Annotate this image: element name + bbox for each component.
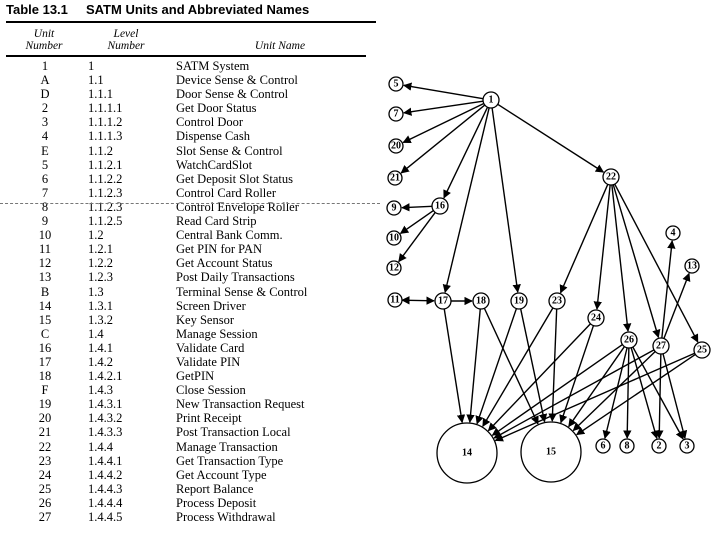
level-number-cell: 1.4.2 xyxy=(88,354,113,369)
level-number-cell: 1.1 xyxy=(88,73,104,88)
edge-27-to-3 xyxy=(663,354,685,439)
level-number-cell: 1.4 xyxy=(88,326,104,341)
unit-name-cell: Get Account Status xyxy=(176,256,273,271)
unit-number-cell: D xyxy=(40,87,50,102)
node-10 xyxy=(387,231,401,245)
table-row xyxy=(0,468,380,482)
header-unit-number xyxy=(14,28,74,52)
table-row xyxy=(0,228,380,242)
level-number-cell: 1.1.1.3 xyxy=(88,129,123,144)
node-20 xyxy=(389,139,403,153)
node-14 xyxy=(437,423,497,483)
unit-name-cell: Process Deposit xyxy=(176,495,257,510)
table-row xyxy=(0,397,380,411)
level-number-cell: 1.4.3 xyxy=(88,383,113,398)
node-label: 12 xyxy=(389,262,399,274)
node-19 xyxy=(511,293,527,309)
header-unit-number-text: Unit Number xyxy=(25,28,63,52)
level-number-cell: 1.4.4.4 xyxy=(88,495,123,510)
edge-1-to-7 xyxy=(404,101,483,113)
node-9 xyxy=(387,201,401,215)
node-label: 3 xyxy=(684,440,690,452)
level-number-cell: 1.4.4.1 xyxy=(88,453,123,468)
node-label: 21 xyxy=(390,172,400,184)
node-27 xyxy=(653,338,669,354)
unit-number-cell: 20 xyxy=(38,411,52,426)
edge-1-to-20 xyxy=(403,103,484,142)
edge-19-to-15 xyxy=(521,309,545,422)
node-label: 18 xyxy=(476,295,486,307)
node-25 xyxy=(694,342,710,358)
node-2 xyxy=(652,439,666,453)
unit-name-cell: Dispense Cash xyxy=(176,129,250,144)
header-unit-name-text: Unit Name xyxy=(254,40,306,52)
level-number-cell: 1.4.4.5 xyxy=(88,510,123,524)
node-label: 11 xyxy=(390,294,400,306)
edge-1-to-22 xyxy=(498,104,604,172)
header-level-number xyxy=(96,28,156,52)
node-26 xyxy=(621,332,637,348)
node-23 xyxy=(549,293,565,309)
unit-name-cell: Manage Transaction xyxy=(176,439,278,454)
unit-name-cell: Close Session xyxy=(176,383,246,398)
node-label: 15 xyxy=(546,446,556,458)
edge-1-to-17 xyxy=(445,108,489,292)
node-22 xyxy=(603,169,619,185)
table-row xyxy=(0,355,380,369)
table-row xyxy=(0,214,380,228)
unit-name-cell: Central Bank Comm. xyxy=(176,228,283,243)
header-level-number-text: Level Number xyxy=(107,28,145,52)
unit-name-cell: Terminal Sense & Control xyxy=(176,284,308,299)
unit-name-cell: Print Receipt xyxy=(176,411,242,426)
table-row xyxy=(0,270,380,284)
unit-number-cell: 22 xyxy=(38,439,52,454)
table-row xyxy=(0,299,380,313)
unit-name-cell: Manage Session xyxy=(176,326,258,341)
node-6 xyxy=(596,439,610,453)
level-number-cell: 1.4.1 xyxy=(88,340,113,355)
level-number-cell: 1.1.1 xyxy=(88,87,113,102)
unit-name-cell: Device Sense & Control xyxy=(176,73,298,88)
unit-name-cell: Get Transaction Type xyxy=(176,453,284,468)
node-13 xyxy=(685,259,699,273)
node-label: 10 xyxy=(389,232,399,244)
level-number-cell: 1.4.3.2 xyxy=(88,411,123,426)
unit-number-cell: 5 xyxy=(41,157,49,172)
unit-name-cell: Process Withdrawal xyxy=(176,510,276,524)
unit-name-cell: New Transaction Request xyxy=(176,397,305,412)
edge-16-to-12 xyxy=(399,212,435,261)
edge-11-to-17 xyxy=(402,300,434,301)
unit-number-cell: 18 xyxy=(38,369,52,384)
edge-17-to-14 xyxy=(444,309,462,422)
call-graph-diagram xyxy=(380,60,715,490)
table-row xyxy=(0,101,380,115)
unit-number-cell: 27 xyxy=(38,510,52,524)
node-18 xyxy=(473,293,489,309)
unit-name-cell: Validate Card xyxy=(176,340,245,355)
node-label: 22 xyxy=(606,171,616,183)
unit-number-cell: 11 xyxy=(38,242,52,257)
unit-number-cell: 17 xyxy=(38,354,52,369)
unit-number-cell: 16 xyxy=(38,340,52,355)
table-row xyxy=(0,510,380,524)
unit-name-cell: Get PIN for PAN xyxy=(176,242,262,257)
node-1 xyxy=(483,92,499,108)
unit-number-cell: 25 xyxy=(38,481,52,496)
table-title: Table 13.1 SATM Units and Abbreviated Names xyxy=(6,2,310,17)
unit-number-cell: 6 xyxy=(41,171,49,186)
unit-number-cell: A xyxy=(40,73,50,88)
edge-18-to-14 xyxy=(470,309,480,422)
node-5 xyxy=(389,77,403,91)
edge-26-to-15 xyxy=(569,347,625,427)
unit-number-cell: F xyxy=(41,383,49,398)
level-number-cell: 1.2.3 xyxy=(88,270,113,285)
unit-name-cell: GetPIN xyxy=(176,369,215,384)
node-3 xyxy=(680,439,694,453)
table-row xyxy=(0,496,380,510)
table-row xyxy=(0,454,380,468)
unit-number-cell: 2 xyxy=(41,101,49,116)
unit-number-cell: 23 xyxy=(38,453,52,468)
edge-27-to-14 xyxy=(494,350,654,438)
node-21 xyxy=(388,171,402,185)
unit-number-cell: 21 xyxy=(38,425,52,440)
table-body xyxy=(0,59,380,524)
unit-number-cell: 14 xyxy=(38,298,52,313)
node-4 xyxy=(666,226,680,240)
node-label: 6 xyxy=(600,440,606,452)
unit-name-cell: Post Daily Transactions xyxy=(176,270,295,285)
edge-16-to-9 xyxy=(402,206,432,207)
unit-name-cell: Read Card Strip xyxy=(176,214,257,229)
level-number-cell: 1.4.4.2 xyxy=(88,467,123,482)
node-11 xyxy=(388,293,402,307)
table-row xyxy=(0,411,380,425)
edge-26-to-8 xyxy=(627,348,629,438)
level-number-cell: 1.1.2.5 xyxy=(88,214,123,229)
unit-number-cell: 10 xyxy=(38,228,52,243)
node-label: 23 xyxy=(552,295,562,307)
unit-number-cell: 7 xyxy=(41,185,49,200)
node-8 xyxy=(620,439,634,453)
unit-number-cell: 3 xyxy=(41,115,49,130)
table-row xyxy=(0,313,380,327)
table-row xyxy=(0,256,380,270)
unit-name-cell: Control Envelope Roller xyxy=(176,199,299,214)
header-rule xyxy=(6,55,366,57)
title-rule xyxy=(6,21,376,23)
node-label: 7 xyxy=(393,108,399,120)
level-number-cell: 1.1.2.3 xyxy=(88,199,123,214)
node-7 xyxy=(389,107,403,121)
table-row xyxy=(0,327,380,341)
table-row xyxy=(0,59,380,73)
node-label: 24 xyxy=(591,312,601,324)
edge-27-to-2 xyxy=(659,354,661,438)
unit-number-cell: 15 xyxy=(38,312,52,327)
node-label: 17 xyxy=(438,295,448,307)
node-label: 5 xyxy=(393,78,399,90)
node-label: 2 xyxy=(656,440,662,452)
table-row xyxy=(0,87,380,101)
page-tear-line xyxy=(0,203,380,205)
unit-number-cell: 24 xyxy=(38,467,52,482)
unit-name-cell: Control Card Roller xyxy=(176,185,276,200)
node-label: 27 xyxy=(656,340,666,352)
node-16 xyxy=(432,198,448,214)
node-label: 19 xyxy=(514,295,524,307)
node-15 xyxy=(521,422,581,482)
level-number-cell: 1 xyxy=(88,59,95,73)
level-number-cell: 1.4.4 xyxy=(88,439,113,454)
unit-number-cell: E xyxy=(41,143,49,158)
edge-1-to-19 xyxy=(492,108,518,292)
table-row xyxy=(0,186,380,200)
level-number-cell: 1.3.2 xyxy=(88,312,113,327)
table-row xyxy=(0,482,380,496)
table-row xyxy=(0,369,380,383)
table-row xyxy=(0,129,380,143)
node-12 xyxy=(387,261,401,275)
unit-number-cell: 9 xyxy=(41,214,49,229)
edge-1-to-5 xyxy=(404,85,483,98)
edge-24-to-15 xyxy=(561,326,594,423)
table-row xyxy=(0,285,380,299)
header-unit-name xyxy=(220,40,340,52)
node-label: 8 xyxy=(624,440,630,452)
node-label: 20 xyxy=(391,140,401,152)
unit-number-cell: 26 xyxy=(38,495,52,510)
node-label: 13 xyxy=(687,260,697,272)
table-row xyxy=(0,158,380,172)
level-number-cell: 1.1.2 xyxy=(88,143,113,158)
level-number-cell: 1.2.2 xyxy=(88,256,113,271)
level-number-cell: 1.4.2.1 xyxy=(88,369,123,384)
table-row xyxy=(0,383,380,397)
level-number-cell: 1.4.4.3 xyxy=(88,481,123,496)
level-number-cell: 1.1.1.1 xyxy=(88,101,123,116)
level-number-cell: 1.1.2.2 xyxy=(88,171,123,186)
unit-number-cell: 13 xyxy=(38,270,52,285)
table-row xyxy=(0,144,380,158)
node-label: 1 xyxy=(488,94,494,106)
table-row xyxy=(0,242,380,256)
table-row xyxy=(0,172,380,186)
level-number-cell: 1.3.1 xyxy=(88,298,113,313)
level-number-cell: 1.1.2.1 xyxy=(88,157,123,172)
unit-name-cell: SATM System xyxy=(176,59,250,73)
edge-26-to-2 xyxy=(631,348,657,439)
node-17 xyxy=(435,293,451,309)
unit-number-cell: 1 xyxy=(41,59,49,73)
node-label: 25 xyxy=(697,344,707,356)
unit-name-cell: Post Transaction Local xyxy=(176,425,291,440)
unit-name-cell: Get Account Type xyxy=(176,467,267,482)
node-label: 26 xyxy=(624,334,634,346)
node-label: 16 xyxy=(435,200,445,212)
edge-26-to-6 xyxy=(605,348,627,438)
level-number-cell: 1.4.3.1 xyxy=(88,397,123,412)
unit-number-cell: C xyxy=(40,326,50,341)
unit-name-cell: WatchCardSlot xyxy=(176,157,253,172)
unit-name-cell: Key Sensor xyxy=(176,312,234,327)
unit-number-cell: 8 xyxy=(41,199,49,214)
node-24 xyxy=(588,310,604,326)
unit-number-cell: 19 xyxy=(38,397,52,412)
level-number-cell: 1.4.3.3 xyxy=(88,425,123,440)
level-number-cell: 1.3 xyxy=(88,284,104,299)
unit-name-cell: Validate PIN xyxy=(176,354,241,369)
table-row xyxy=(0,341,380,355)
node-label: 4 xyxy=(670,227,676,239)
unit-number-cell: 4 xyxy=(41,129,49,144)
unit-name-cell: Report Balance xyxy=(176,481,254,496)
node-label: 9 xyxy=(391,202,397,214)
unit-name-cell: Get Deposit Slot Status xyxy=(176,171,294,186)
unit-name-cell: Slot Sense & Control xyxy=(176,143,283,158)
unit-name-cell: Screen Driver xyxy=(176,298,246,313)
node-label: 14 xyxy=(462,447,472,459)
level-number-cell: 1.2.1 xyxy=(88,242,113,257)
unit-name-cell: Control Door xyxy=(176,115,244,130)
level-number-cell: 1.1.1.2 xyxy=(88,115,123,130)
table-row xyxy=(0,73,380,87)
table-row xyxy=(0,425,380,439)
unit-number-cell: 12 xyxy=(38,256,52,271)
unit-name-cell: Door Sense & Control xyxy=(176,87,289,102)
unit-name-cell: Get Door Status xyxy=(176,101,257,116)
level-number-cell: 1.2 xyxy=(88,228,104,243)
unit-number-cell: B xyxy=(40,284,50,299)
table-row xyxy=(0,115,380,129)
table-row xyxy=(0,440,380,454)
level-number-cell: 1.1.2.3 xyxy=(88,185,123,200)
